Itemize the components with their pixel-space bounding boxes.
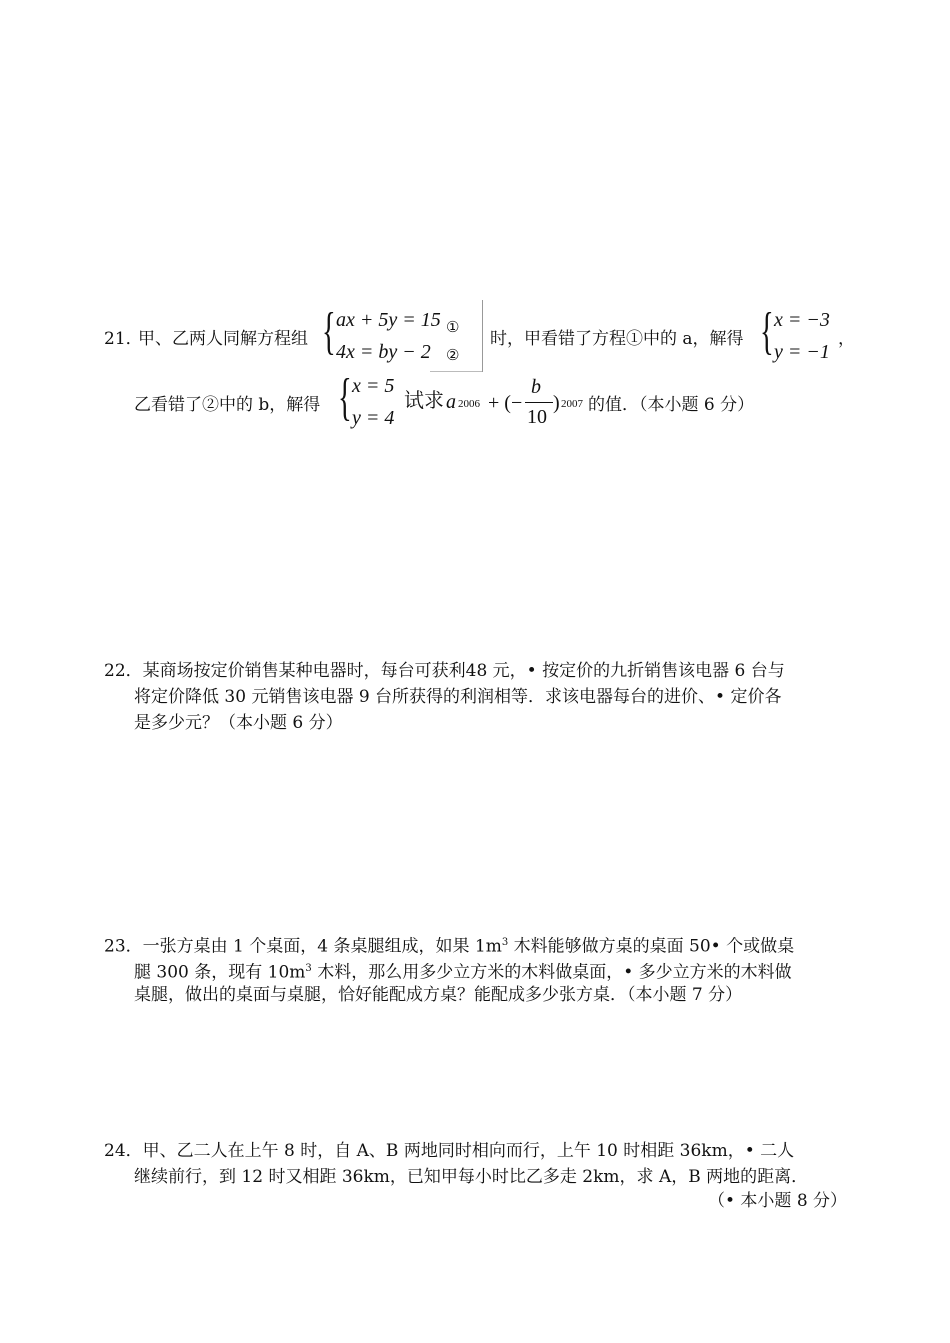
q21-solution1-brace: {	[760, 303, 774, 360]
q21-exponent-2006: 2006	[458, 398, 480, 410]
q21-prefix: 甲、乙两人同解方程组	[138, 329, 308, 349]
q21-try-text: 试求	[404, 388, 444, 412]
q21-mark-2: ②	[446, 346, 460, 364]
q23-line-1	[104, 932, 794, 958]
q21-number: 21．	[104, 329, 143, 349]
q21-fraction-numerator: b	[531, 376, 541, 398]
q21-solution2-x: x = 5	[352, 375, 395, 397]
q21-suffix: 的值．（本小题 6 分）	[588, 395, 755, 415]
q21-fraction-denominator: 10	[527, 406, 547, 428]
q21-a-base: a	[446, 391, 456, 413]
q21-line2-prefix: 乙看错了②中的 b，解得	[134, 395, 321, 415]
q21-system-brace: {	[322, 303, 336, 360]
q21-comma: ，	[838, 329, 855, 349]
q21-solution2-brace: {	[338, 369, 352, 426]
q24-line-2: 继续前行，到 12 时又相距 36km，已知甲每小时比乙多走 2km，求 A，B 两地的距离．	[134, 1167, 809, 1187]
q21-solution2-y: y = 4	[352, 407, 395, 429]
q21-frame-bottom	[430, 371, 482, 372]
q23-line-3: 桌腿，做出的桌面与桌腿，恰好能配成方桌？能配成多少张方桌．（本小题 7 分）	[134, 985, 743, 1005]
q23-line-2-a: 腿 300 条，现有 10m	[134, 962, 306, 983]
q23-line-1-sup: 3	[501, 937, 509, 948]
q22-line-3: 是多少元？（本小题 6 分）	[134, 713, 343, 733]
q21-fraction-bar	[525, 402, 553, 403]
q24-line-1: 24．甲、乙二人在上午 8 时，自 A、B 两地同时相向而行，上午 10 时相距 36km，• 二人	[104, 1141, 795, 1161]
q21-solution1-y: y = −1	[774, 341, 830, 363]
q23-line-2-b: 木料，那么用多少立方米的木料做桌面，• 多少立方米的木料做	[311, 962, 792, 983]
q21-frame-right	[482, 300, 483, 372]
q22-line-1: 22．某商场按定价销售某种电器时，每台可获利48 元，• 按定价的九折销售该电器 6 台与	[104, 661, 785, 681]
q23-line-2	[134, 958, 792, 984]
q21-close-paren: )	[553, 392, 560, 414]
q23-line-2-sup: 3	[305, 963, 312, 974]
q21-equation-2: 4x = by − 2	[336, 341, 431, 363]
q21-solution1-x: x = −3	[774, 309, 830, 331]
q23-line-1-a: 23．一张方桌由 1 个桌面，4 条桌腿组成，如果 1m	[104, 936, 502, 957]
q21-exponent-2007: 2007	[561, 398, 583, 410]
q24-line-3: （• 本小题 8 分）	[708, 1191, 848, 1211]
q23-line-1-b: 木料能够做方桌的桌面 50• 个或做桌	[508, 936, 795, 957]
q21-middle-text: 时，甲看错了方程①中的 a，解得	[490, 329, 744, 349]
q21-plus-paren: + (−	[488, 392, 523, 414]
q21-mark-1: ①	[446, 318, 460, 336]
q21-equation-1: ax + 5y = 15	[336, 309, 441, 331]
q22-line-2: 将定价降低 30 元销售该电器 9 台所获得的利润相等．求该电器每台的进价、• 定价各	[134, 687, 782, 707]
